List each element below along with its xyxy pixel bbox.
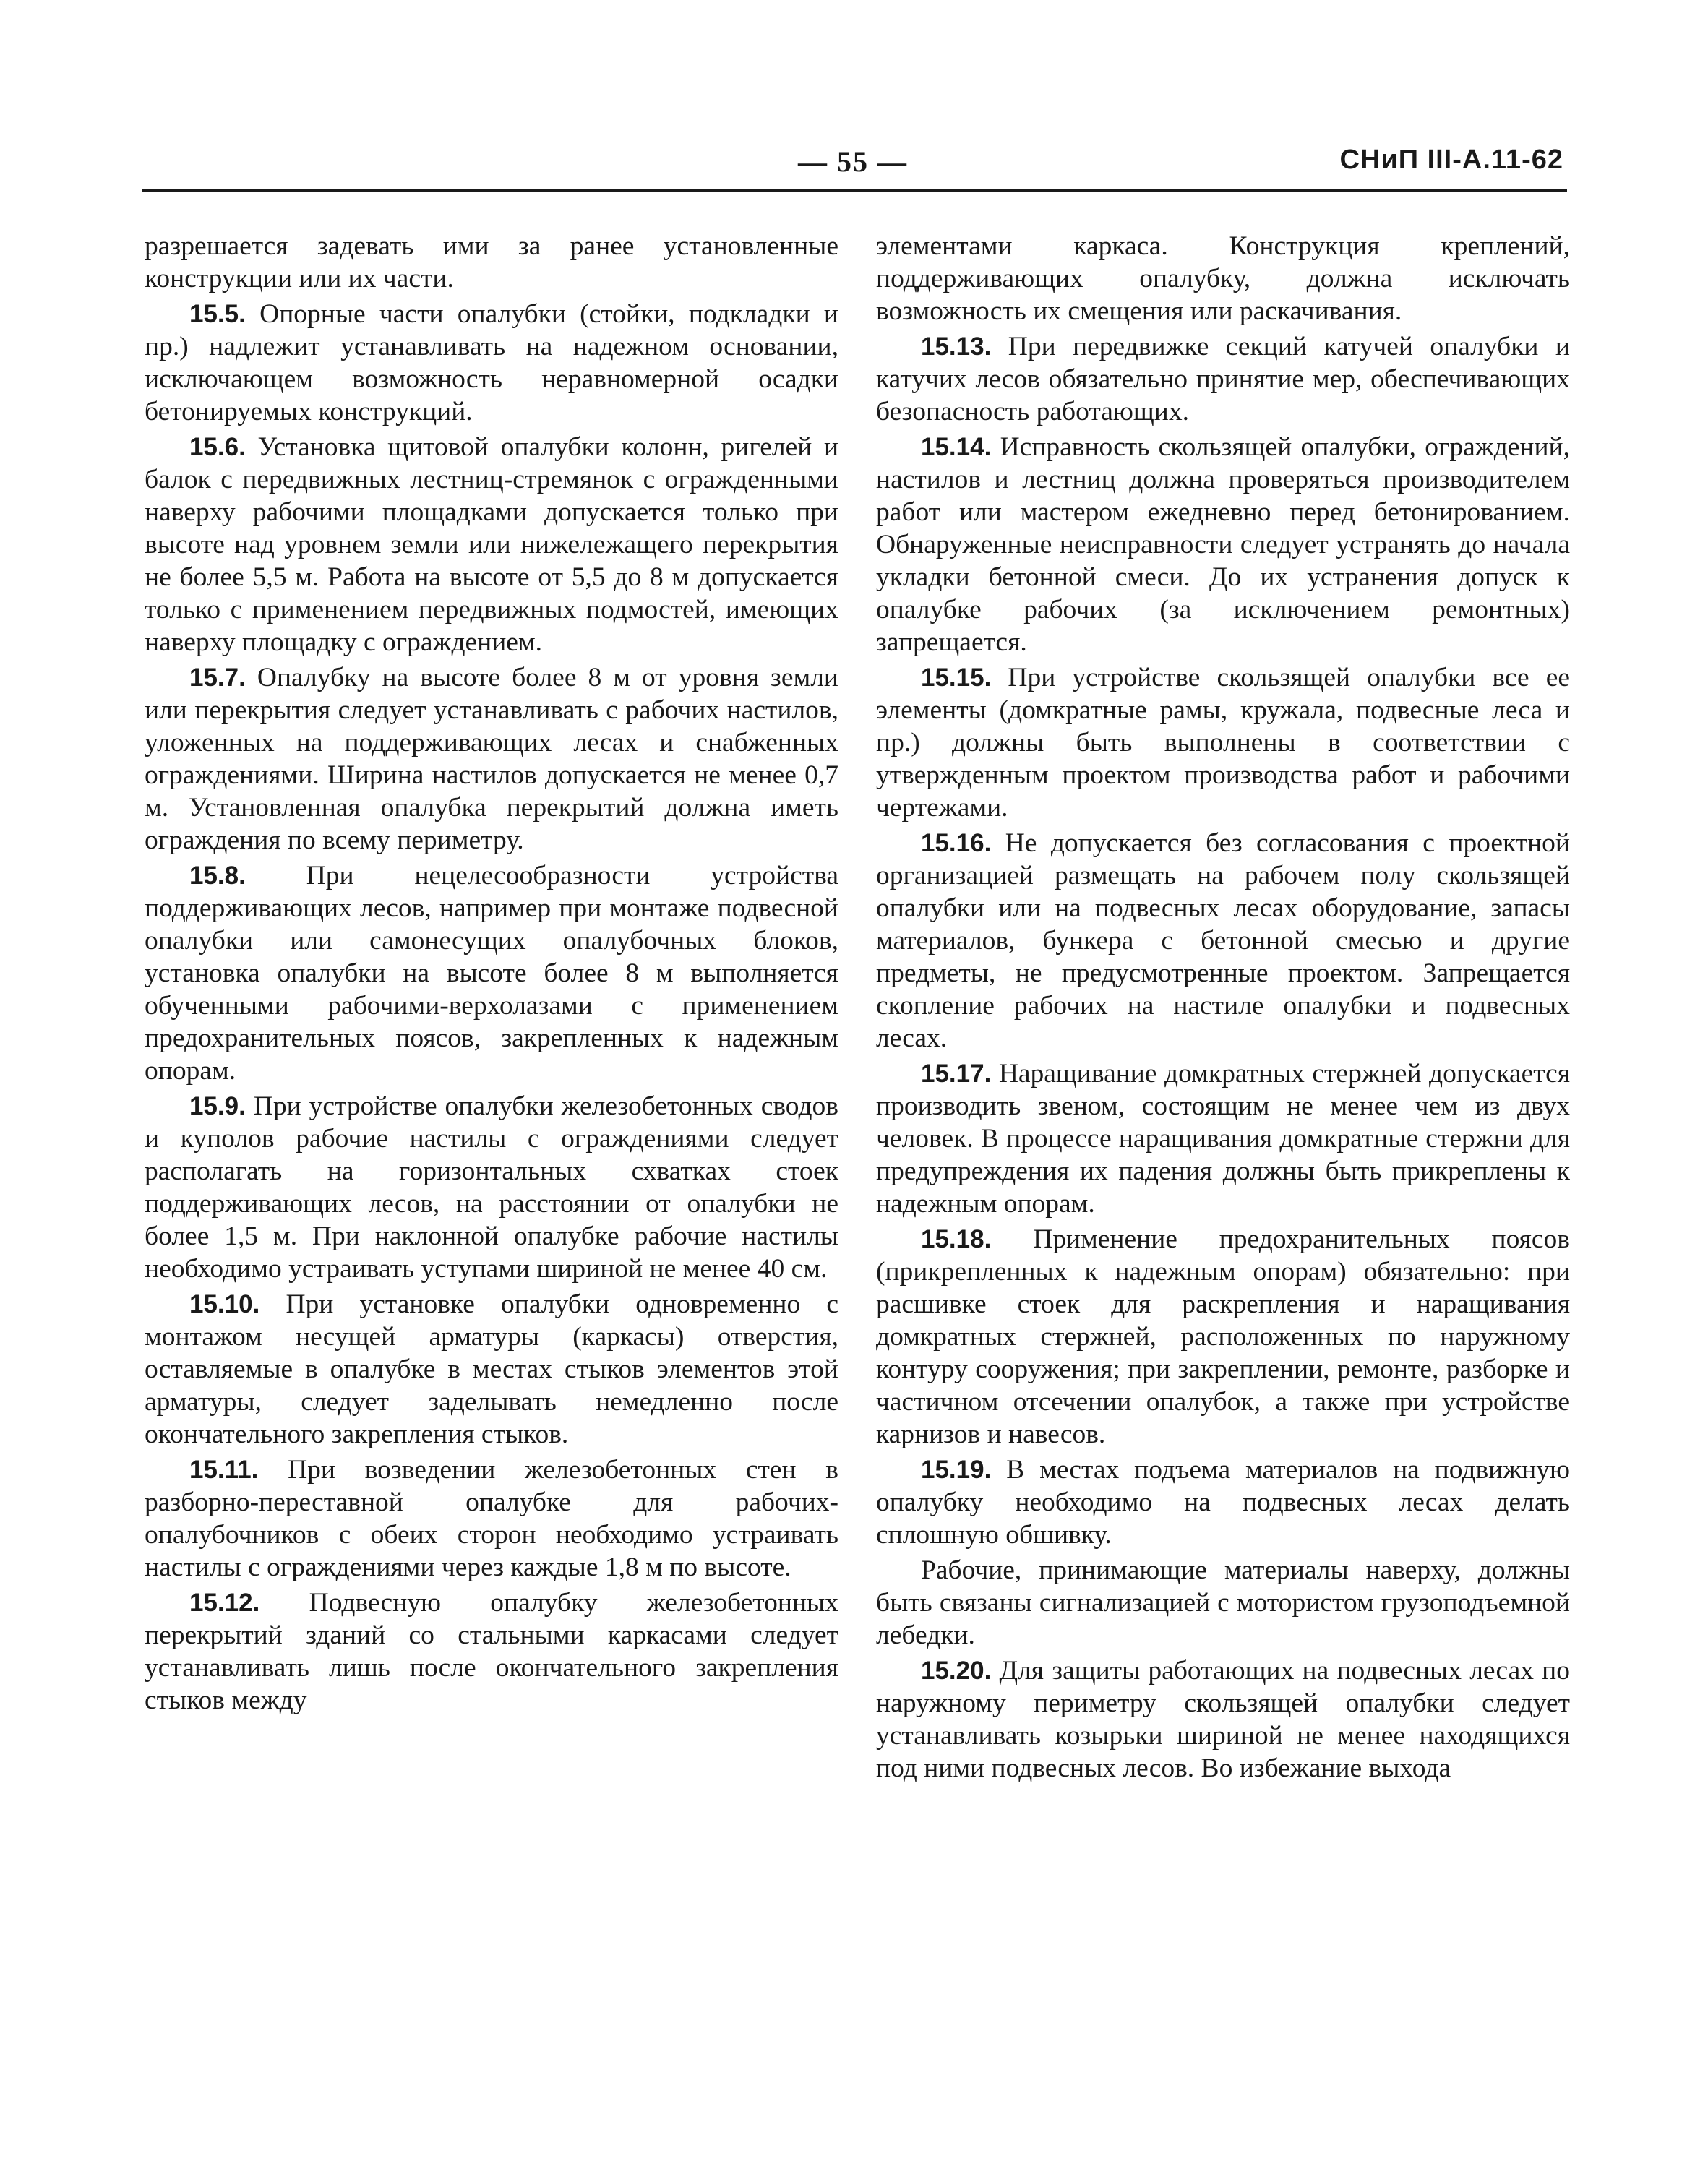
paragraph-text: Применение предохранительных поясов (прикрепленных к надежным опорам) обязательно: при расшивке стоек для раскрепления и наращивания домкратных стержней, расположенных по наружному контуру сооружения; при закреплении, ремонте, разборке и частичном отсечении опалубок, а также при устройстве карнизов и навесов. xyxy=(876,1224,1571,1449)
paragraph-text: разрешается задевать ими за ранее установленные конструкции или их части. xyxy=(145,231,838,293)
paragraph-number: 15.18. xyxy=(921,1225,992,1253)
paragraph-number: 15.7. xyxy=(189,664,246,692)
header-rule xyxy=(142,189,1567,192)
paragraph xyxy=(876,230,1570,327)
paragraph-number: 15.16. xyxy=(921,829,992,857)
paragraph-text: Не допускается без согласования с проектной организацией размещать на рабочем полу скользящей опалубки или на подвесных лесах оборудование, запасы материалов, бункера с бетонной смесью и другие предметы, не предусмотренные проектом. Запрещается скопление рабочих на настиле опалубки и подвесных лесах. xyxy=(876,828,1571,1053)
paragraph-15-14 xyxy=(876,431,1570,658)
paragraph-text: При возведении железобетонных стен в разборно-переставной опалубке для рабочих-опалубочников с обеих сторон необходимо устраивать настилы с ограждениями через каждые 1,8 м по высоте. xyxy=(145,1455,838,1582)
paragraph-15-6 xyxy=(145,431,838,658)
paragraph-text: При передвижке секций катучей опалубки и катучих лесов обязательно принятие мер, обеспечивающих безопасность работающих. xyxy=(876,332,1570,426)
paragraph-text: Исправность скользящей опалубки, ограждений, настилов и лестниц должна проверяться производителем работ или мастером ежедневно перед бетонированием. Обнаруженные неисправности следует устранять до начала укладки бетонной смеси. До их устранения допуск к опалубке рабочих (за исключением ремонтных) запрещается. xyxy=(876,432,1571,657)
paragraph-15-11 xyxy=(145,1454,838,1584)
paragraph-number: 15.15. xyxy=(921,664,992,692)
paragraph-text: Для защиты работающих на подвесных лесах по наружному периметру скользящей опалубки следует устанавливать козырьки шириной не менее находящихся под ними подвесных лесов. Во избежание выхода xyxy=(876,1656,1570,1783)
paragraph-15-5 xyxy=(145,298,838,428)
paragraph-number: 15.9. xyxy=(189,1092,246,1120)
paragraph-number: 15.14. xyxy=(921,433,992,461)
paragraph-number: 15.12. xyxy=(189,1589,260,1617)
paragraph-text: элементами каркаса. Конструкция креплений, поддерживающих опалубку, должна исключать возможность их смещения или раскачивания. xyxy=(876,231,1570,326)
paragraph-15-15 xyxy=(876,661,1570,824)
paragraph-text: Рабочие, принимающие материалы наверху, должны быть связаны сигнализацией с мотористом грузоподъемной лебедки. xyxy=(876,1555,1570,1650)
paragraph-number: 15.11. xyxy=(189,1456,259,1484)
paragraph-text: Опалубку на высоте более 8 м от уровня земли или перекрытия следует устанавливать с рабочих настилов, уложенных на поддерживающих лесах и снабженных ограждениями. Ширина настилов допускается не менее 0,7 м. Установленная опалубка перекрытий должна иметь ограждения по всему периметру. xyxy=(145,663,838,855)
paragraph-text: При нецелесообразности устройства поддерживающих лесов, например при монтаже подвесной опалубки или самонесущих опалубочных блоков, установка опалубки на высоте более 8 м выполняется обученными рабочими-верхолазами с применением предохранительных поясов, закрепленных к надежным опорам. xyxy=(145,861,838,1086)
paragraph-text: В местах подъема материалов на подвижную опалубку необходимо на подвесных лесах делать сплошную обшивку. xyxy=(876,1455,1570,1550)
paragraph-number: 15.13. xyxy=(921,332,992,361)
paragraph-text: Установка щитовой опалубки колонн, ригелей и балок с передвижных лестниц-стремянок с огражденными наверху рабочими площадками допускается только при высоте над уровнем земли или нижележащего перекрытия не более 5,5 м. Работа на высоте от 5,5 до 8 м допускается только с применением передвижных подмостей, имеющих наверху площадку с ограждением. xyxy=(145,432,839,657)
paragraph-number: 15.10. xyxy=(189,1290,260,1318)
paragraph-15-13 xyxy=(876,330,1570,428)
paragraph-15-19 xyxy=(876,1454,1570,1551)
document-code: СНиП III-А.11-62 xyxy=(1339,145,1563,175)
paragraph-text: Опорные части опалубки (стойки, подкладки и пр.) надлежит устанавливать на надежном основании, исключающем возможность неравномерной осадки бетонируемых конструкций. xyxy=(145,299,838,426)
paragraph-workers xyxy=(876,1554,1570,1652)
paragraph-15-10 xyxy=(145,1288,838,1451)
paragraph-number: 15.19. xyxy=(921,1456,992,1484)
paragraph-15-16 xyxy=(876,827,1570,1055)
paragraph-text: При устройстве скользящей опалубки все ее элементы (домкратные рамы, кружала, подвесные леса и пр.) должны быть выполнены в соответствии с утвержденным проектом производства работ и рабочими чертежами. xyxy=(876,663,1571,823)
left-column xyxy=(145,230,838,1719)
paragraph-number: 15.6. xyxy=(189,433,246,461)
paragraph-number: 15.17. xyxy=(921,1060,992,1088)
paragraph-15-17 xyxy=(876,1057,1570,1220)
paragraph-text: При установке опалубки одновременно с монтажом несущей арматуры (каркасы) отверстия, оставляемые в опалубке в местах стыков элементов этой арматуры, следует заделывать немедленно после окончательного закрепления стыков. xyxy=(145,1289,838,1449)
paragraph xyxy=(145,230,838,295)
paragraph-15-20 xyxy=(876,1654,1570,1785)
right-column xyxy=(876,230,1570,1787)
paragraph-15-12 xyxy=(145,1586,838,1717)
paragraph-text: Подвесную опалубку железобетонных перекрытий зданий со стальными каркасами следует устанавливать лишь после окончательного закрепления стыков между xyxy=(145,1588,839,1715)
paragraph-15-8 xyxy=(145,859,838,1087)
paragraph-number: 15.20. xyxy=(921,1657,992,1685)
paragraph-15-7 xyxy=(145,661,838,856)
paragraph-number: 15.8. xyxy=(189,862,246,890)
paragraph-text: Наращивание домкратных стержней допускается производить звеном, состоящим не менее чем из двух человек. В процессе наращивания домкратные стержни для предупреждения их падения должны быть прикреплены к надежным опорам. xyxy=(876,1059,1570,1219)
page-number: — 55 — xyxy=(798,145,908,178)
paragraph-15-9 xyxy=(145,1090,838,1285)
paragraph-text: При устройстве опалубки железобетонных сводов и куполов рабочие настилы с ограждениями следует располагать на горизонтальных схватках стоек поддерживающих лесов, на расстоянии от опалубки не более 1,5 м. При наклонной опалубке рабочие настилы необходимо устраивать уступами шириной не менее 40 см. xyxy=(145,1091,838,1284)
paragraph-15-18 xyxy=(876,1223,1570,1451)
paragraph-number: 15.5. xyxy=(189,300,246,328)
